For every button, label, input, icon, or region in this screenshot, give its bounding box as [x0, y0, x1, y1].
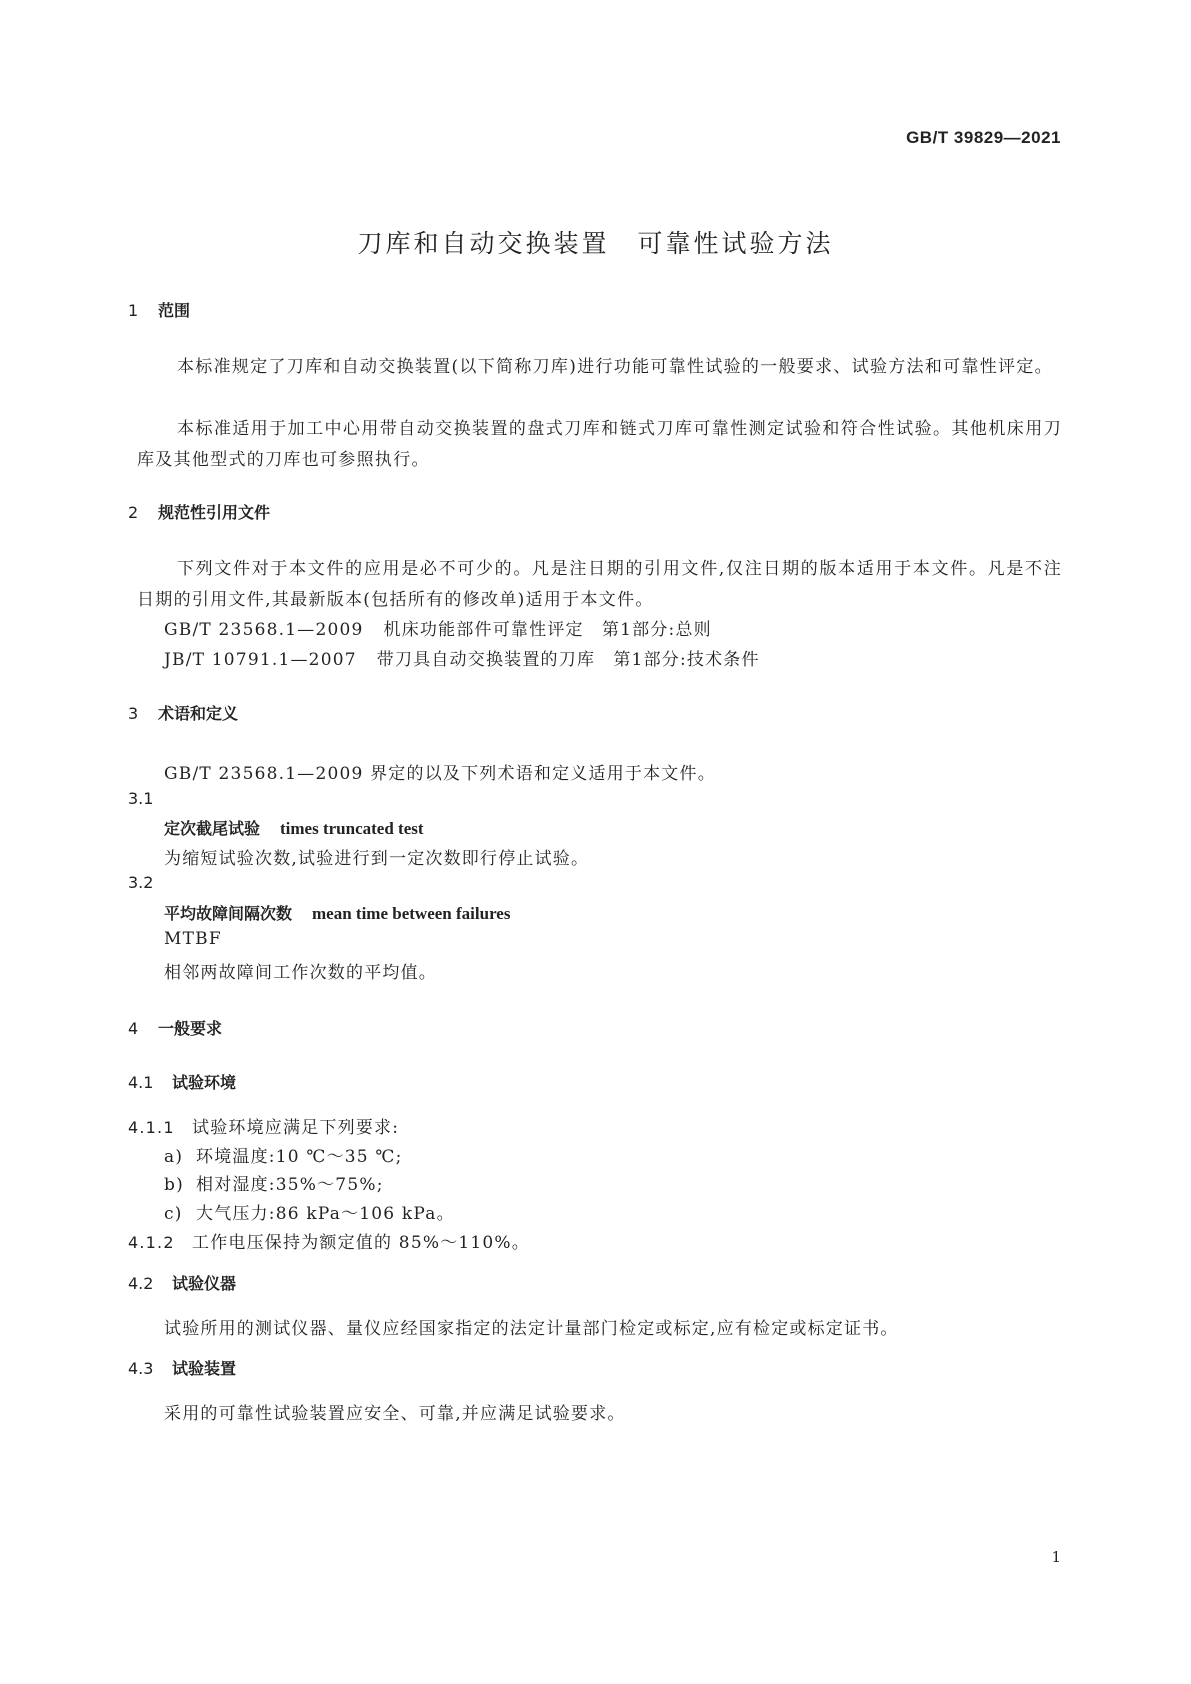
section-title: 规范性引用文件: [158, 503, 271, 522]
list-item-text: 环境温度:10 ℃～35 ℃;: [196, 1147, 403, 1167]
section-title: 术语和定义: [158, 704, 239, 723]
subsection-number: 4.3: [128, 1359, 154, 1378]
section-title: 范围: [158, 301, 191, 320]
term-heading: [164, 816, 424, 839]
section-number: 4: [128, 1019, 139, 1038]
document-title: 刀库和自动交换装置 可靠性试验方法: [357, 229, 834, 258]
section-number: 1: [128, 301, 139, 320]
clause-text: 试验环境应满足下列要求:: [192, 1118, 400, 1138]
reference-title: 带刀具自动交换装置的刀库 第1部分:技术条件: [376, 650, 760, 670]
subsection-4-2-text: 试验所用的测试仪器、量仪应经国家指定的法定计量部门检定或标定,应有检定或标定证书。: [164, 1319, 899, 1339]
clause-4-1-1: [128, 1113, 399, 1138]
page-number: 1: [1051, 1548, 1061, 1566]
term-definition: 相邻两故障间工作次数的平均值。: [164, 963, 437, 983]
subsection-title: 试验仪器: [172, 1274, 237, 1293]
section-2-paragraph: 下列文件对于本文件的应用是必不可少的。凡是注日期的引用文件,仅注日期的版本适用于本文件。凡是不注日期的引用文件,其最新版本(包括所有的修改单)适用于本文件。: [137, 559, 1062, 610]
clause-4-1-2: [128, 1228, 530, 1253]
standard-number: GB/T 39829—2021: [906, 128, 1061, 147]
section-2-heading: [128, 500, 270, 523]
subsection-title: 试验环境: [172, 1073, 237, 1092]
section-3-intro: GB/T 23568.1—2009 界定的以及下列术语和定义适用于本文件。: [164, 764, 716, 784]
section-number: 2: [128, 503, 139, 522]
reference-code: GB/T 23568.1—2009: [164, 620, 364, 640]
reference-code: JB/T 10791.1—2007: [164, 650, 357, 670]
term-heading: [164, 901, 510, 924]
reference-item: [164, 615, 712, 640]
clause-text: 工作电压保持为额定值的 85%～110%。: [192, 1233, 530, 1253]
term-abbreviation: MTBF: [164, 929, 222, 949]
subsection-4-1-heading: [128, 1070, 236, 1093]
term-number: 3.1: [128, 789, 154, 808]
section-3-heading: [128, 701, 238, 724]
section-title: 一般要求: [158, 1019, 223, 1038]
subsection-number: 4.2: [128, 1274, 154, 1293]
list-item-text: 大气压力:86 kPa～106 kPa。: [196, 1204, 455, 1224]
reference-title: 机床功能部件可靠性评定 第1部分:总则: [383, 620, 712, 640]
term-english: mean time between failures: [312, 904, 511, 923]
section-1-paragraph-1: 本标准规定了刀库和自动交换装置(以下简称刀库)进行功能可靠性试验的一般要求、试验方法和可靠性评定。: [177, 357, 1053, 377]
section-1-heading: [128, 298, 190, 321]
list-item-label: b): [164, 1175, 184, 1195]
clause-number: 4.1.1: [128, 1118, 175, 1137]
subsection-title: 试验装置: [172, 1359, 237, 1378]
clause-number: 4.1.2: [128, 1233, 175, 1252]
term-chinese: 定次截尾试验: [164, 819, 261, 838]
list-item: [164, 1142, 403, 1167]
list-item-text: 相对湿度:35%～75%;: [196, 1175, 384, 1195]
term-chinese: 平均故障间隔次数: [164, 904, 293, 923]
list-item-label: a): [164, 1147, 184, 1167]
section-4-heading: [128, 1016, 222, 1039]
subsection-4-3-text: 采用的可靠性试验装置应安全、可靠,并应满足试验要求。: [164, 1404, 626, 1424]
term-definition: 为缩短试验次数,试验进行到一定次数即行停止试验。: [164, 849, 590, 869]
section-1-paragraph-2: 本标准适用于加工中心用带自动交换装置的盘式刀库和链式刀库可靠性测定试验和符合性试验。其他机床用刀库及其他型式的刀库也可参照执行。: [137, 419, 1062, 470]
term-number: 3.2: [128, 873, 154, 892]
list-item-label: c): [164, 1204, 183, 1224]
section-number: 3: [128, 704, 139, 723]
list-item: [164, 1170, 384, 1195]
subsection-4-2-heading: [128, 1271, 236, 1294]
term-english: times truncated test: [280, 819, 424, 838]
list-item: [164, 1199, 455, 1224]
reference-item: [164, 645, 760, 670]
subsection-4-3-heading: [128, 1356, 236, 1379]
subsection-number: 4.1: [128, 1073, 154, 1092]
